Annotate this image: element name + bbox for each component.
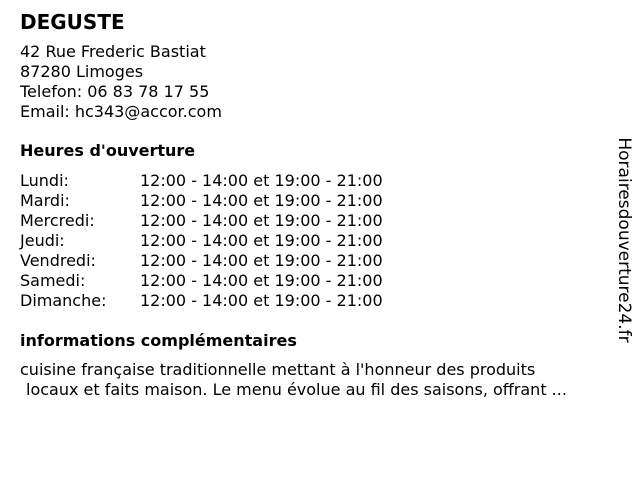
site-watermark: Horairesdouverture24.fr <box>614 137 634 343</box>
hours-row-mercredi <box>20 211 610 231</box>
hours-row-vendredi <box>20 251 610 271</box>
email-address: Email: hc343@accor.com <box>20 102 222 121</box>
day-label: Dimanche: <box>20 291 107 310</box>
day-label: Vendredi: <box>20 251 96 270</box>
hours-table <box>20 171 610 311</box>
business-name: DEGUSTE <box>20 10 125 34</box>
hours-row-lundi <box>20 171 610 191</box>
day-times: 12:00 - 14:00 et 19:00 - 21:00 <box>140 271 383 290</box>
info-line-2: locaux et faits maison. Le menu évolue au fil des saisons, offrant ... <box>26 380 567 399</box>
day-times: 12:00 - 14:00 et 19:00 - 21:00 <box>140 191 383 210</box>
info-description <box>20 360 610 400</box>
day-times: 12:00 - 14:00 et 19:00 - 21:00 <box>140 251 383 270</box>
day-times: 12:00 - 14:00 et 19:00 - 21:00 <box>140 171 383 190</box>
address-block <box>20 42 610 122</box>
business-card <box>20 10 610 400</box>
hours-row-samedi <box>20 271 610 291</box>
phone-number: Telefon: 06 83 78 17 55 <box>20 82 210 101</box>
day-label: Samedi: <box>20 271 86 290</box>
hours-row-mardi <box>20 191 610 211</box>
day-label: Mercredi: <box>20 211 95 230</box>
day-label: Lundi: <box>20 171 69 190</box>
postal-city: 87280 Limoges <box>20 62 144 81</box>
day-label: Mardi: <box>20 191 70 210</box>
day-times: 12:00 - 14:00 et 19:00 - 21:00 <box>140 231 383 250</box>
day-label: Jeudi: <box>20 231 65 250</box>
hours-heading: Heures d'ouverture <box>20 141 196 160</box>
hours-row-dimanche <box>20 291 610 311</box>
day-times: 12:00 - 14:00 et 19:00 - 21:00 <box>140 291 383 310</box>
info-heading: informations complémentaires <box>20 331 297 350</box>
day-times: 12:00 - 14:00 et 19:00 - 21:00 <box>140 211 383 230</box>
info-line-1: cuisine française traditionnelle mettant à l'honneur des produits <box>20 360 536 379</box>
street-address: 42 Rue Frederic Bastiat <box>20 42 206 61</box>
hours-row-jeudi <box>20 231 610 251</box>
